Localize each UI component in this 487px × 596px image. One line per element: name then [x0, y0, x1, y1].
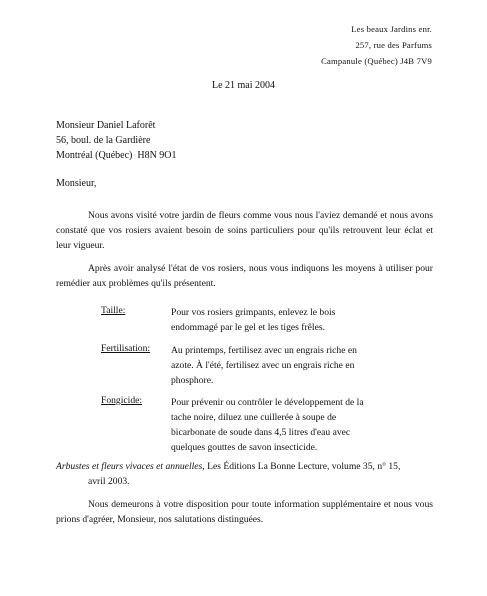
paragraph-closing: Nous demeurons à votre disposition pour toute information supplémentaire et nous vous prions d'agréer, Monsieur, nos salutations distinguées.	[56, 499, 433, 525]
item-label-text: Fongicide	[101, 395, 140, 406]
reference-title: Arbustes et fleurs vivaces et annuelles	[56, 461, 203, 472]
recipient-name: Monsieur Daniel Laforêt	[56, 120, 156, 131]
item-desc-fongicide	[171, 395, 401, 455]
item-label-text: Taille	[101, 305, 123, 316]
paragraph-analysis: Après avoir analysé l'état de vos rosiers, nous vous indiquons les moyens à utiliser pour remédier aux problèmes qu'ils présentent.	[56, 263, 433, 289]
sender-street: 257, rue des Parfums	[355, 40, 432, 50]
item-label-fertilisation: Fertilisation:	[101, 343, 151, 354]
paragraph-visit: Nous avons visité votre jardin de fleurs comme vous nous l'aviez demandé et nous avons constaté que vos rosiers avaient besoin de soins particuliers pour qu'ils retrouvent leur éclat et leur vigueur.	[56, 210, 433, 251]
item-line: bicarbonate de soude dans 4,5 litres d'eau avec	[171, 427, 351, 438]
recipient-address	[56, 118, 177, 163]
reference-cont: avril 2003.	[88, 476, 130, 487]
item-label-text: Fertilisation	[101, 343, 148, 354]
reference	[56, 459, 400, 489]
salutation: Monsieur,	[56, 178, 97, 189]
item-desc-taille	[171, 305, 401, 335]
item-line: phosphore.	[171, 375, 214, 386]
item-desc-fertilisation	[171, 343, 401, 388]
recipient-city: Montréal (Québec) H8N 9O1	[56, 150, 177, 161]
item-line: endommagé par le gel et les tiges frêles.	[171, 322, 325, 333]
sender-city: Campanule (Québec) J4B 7V9	[321, 56, 432, 66]
recipient-street: 56, boul. de la Gardière	[56, 135, 151, 146]
item-line: tache noire, diluez une cuillerée à soupe de	[171, 412, 337, 423]
item-line: Au printemps, fertilisez avec un engrais riche en	[171, 345, 357, 356]
item-line: azote. À l'été, fertilisez avec un engrais riche en	[171, 360, 355, 371]
item-label-fongicide: Fongicide:	[101, 395, 143, 406]
sender-name: Les beaux Jardins enr.	[351, 24, 432, 34]
sender-address	[321, 21, 432, 69]
reference-details: , Les Éditions La Bonne Lecture, volume 35, n° 15,	[202, 461, 401, 472]
item-line: Pour vos rosiers grimpants, enlevez le bois	[171, 307, 336, 318]
letter-date: Le 21 mai 2004	[211, 80, 276, 91]
item-line: Pour prévenir ou contrôler le développement de la	[171, 397, 364, 408]
item-label-taille: Taille:	[101, 305, 126, 316]
item-line: quelques gouttes de savon insecticide.	[171, 442, 318, 453]
